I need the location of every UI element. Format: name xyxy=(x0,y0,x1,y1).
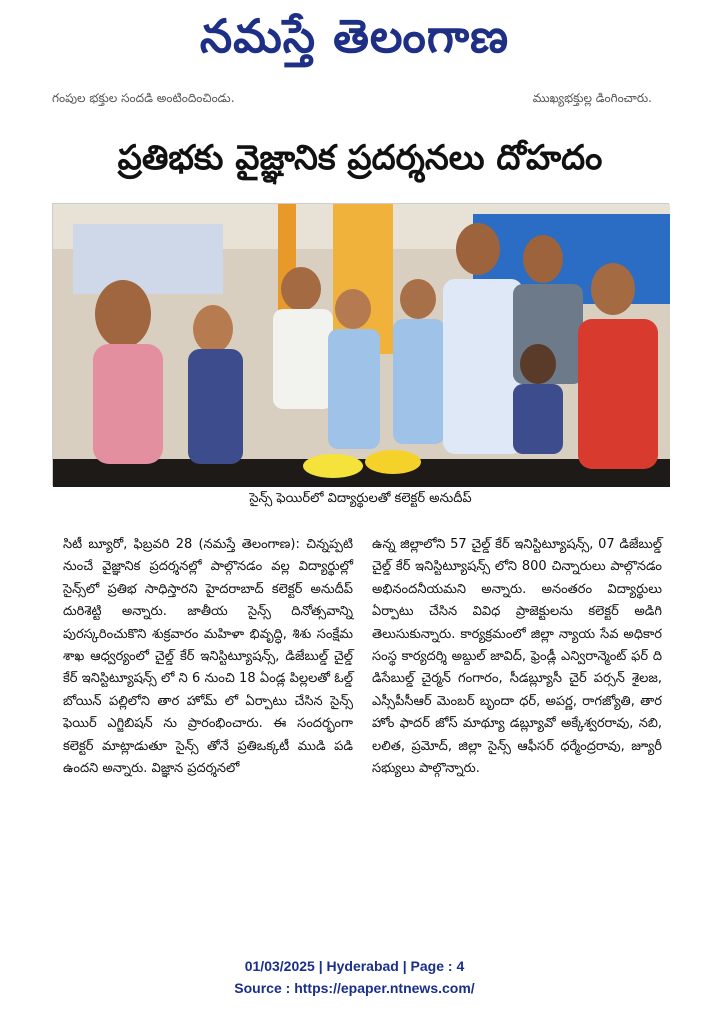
previous-article-fragment xyxy=(52,93,652,107)
article-headline: ప్రతిభకు వైజ్ఞానిక ప్రదర్శనలు దోహదం xyxy=(117,138,603,178)
photo-illustration xyxy=(53,204,670,487)
photo-caption: సైన్స్ ఫెయిర్‌లో విద్యార్థులతో కలెక్టర్ అనుదీప్ xyxy=(249,491,472,506)
source-link[interactable]: Source : https://epaper.ntnews.com/ xyxy=(234,980,475,996)
prev-fragment-left: గంపుల భక్తుల సందడి అంటిందించిండు. xyxy=(52,91,235,105)
article-body-right-column: ఉన్న జిల్లాలోని 57 చైల్డ్ కేర్ ఇనిస్టిట్యూషన్స్, 07 డిజేబుల్డ్ చైల్డ్ కేర్ ఇనిస్టిట్యూషన్స్ లోని 800 చిన్నారులు పాల్గొనడం అభినందనీయమని అన్నారు. అనంతరం విద్యార్థులు ఏర్పాటు చేసిన వివిధ ప్రాజెక్టులను కలెక్టర్ అడిగి తెలుసుకున్నారు. కార్యక్రమంలో జిల్లా న్యాయ సేవ అధికార సంస్థ కార్యదర్శి అబ్దుల్ జావిద్, ఫ్రెండ్లీ ఎన్విరాన్మెంట్ ఫర్ ది డిసేబుల్డ్ చైర్మన్ గంగారం, సీడబ్ల్యూసీ చైర్ పర్సన్ శైలజ, ఎస్సీపీసీఆర్ మెంబర్ బృందా ధర్, అపర్ణ, రాగజ్యోతి, తార హోం ఫాదర్ జోస్ మాథ్యూ డబ్ల్యూవో అక్కేశ్వరరావు, నబి, లలిత, ప్రమోద్, జిల్లా సైన్స్ ఆఫీసర్ ధర్మేంద్రరావు, జ్యూరీ సభ్యులు పాల్గొన్నారు. xyxy=(372,537,662,777)
news-photo xyxy=(52,203,669,486)
newspaper-masthead: నమస్తే తెలంగాణ xyxy=(199,9,510,63)
prev-fragment-right: ముఖ్యభక్తుల్ల డింగించారు. xyxy=(532,91,652,105)
article-body-left-column: సిటీ బ్యూరో, ఫిబ్రవరి 28 (నమస్తే తెలంగాణ): చిన్నప్పటి నుంచే వైజ్ఞానిక ప్రదర్శనల్లో పాల్గొనడం వల్ల విద్యార్థుల్లో సైన్స్‌లో ప్రతిభ సాధిస్తారని హైదరాబాద్ కలెక్టర్ అనుదీప్ దురిశెట్టి అన్నారు. జాతీయ సైన్స్ దినోత్సవాన్ని పురస్కరించుకొని శుక్రవారం మహిళా భివృద్ధి, శిశు సంక్షేమ శాఖ ఆధ్వర్యంలో చైల్డ్ కేర్ ఇనిస్టిట్యూషన్స్, డిజేబుల్డ్ చైల్డ్ కేర్ ఇనిస్టిట్యూషన్స్ లో ని 6 నుంచి 18 ఏండ్ల పిల్లలతో ఓల్డ్ బోయిన్ పల్లిలోని తార హోమ్ లో ఏర్పాటు చేసిన సైన్స్ ఫెయిర్ ఎగ్జిబిషన్ ను ప్రారంభించారు. ఈ సందర్భంగా కలెక్టర్ మాట్లాడుతూ సైన్స్ తోనే ప్రతిఒక్కటీ ముడి పడి ఉందని అన్నారు. విజ్ఞాన ప్రదర్శనలో xyxy=(63,537,353,777)
edition-dateline: 01/03/2025 | Hyderabad | Page : 4 xyxy=(244,958,465,974)
